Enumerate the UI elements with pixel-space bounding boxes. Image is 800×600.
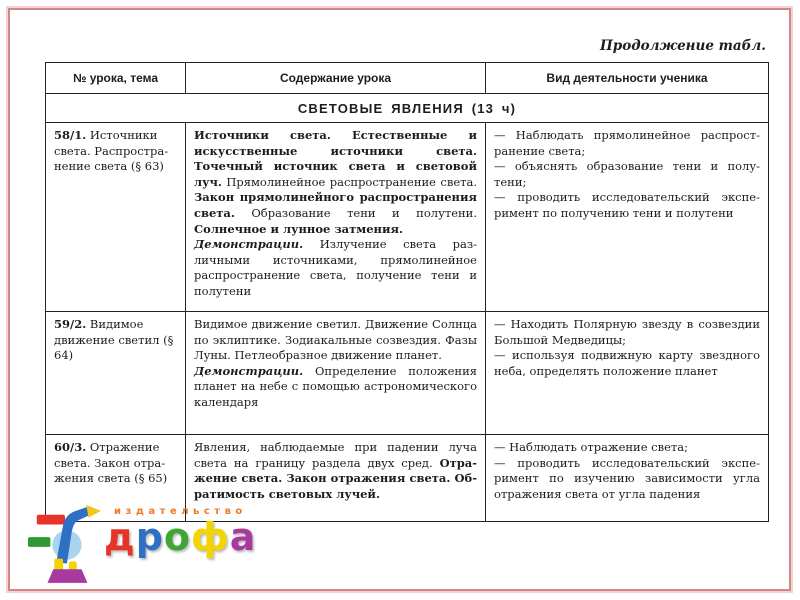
publisher-label: издательство xyxy=(114,506,247,517)
activity-cell: — Находить Полярную звезду в созвездии Большой Медведицы; — используя подвижную карту звездного неба, определять положение планет xyxy=(486,312,769,435)
table-row xyxy=(46,312,769,435)
table-header-row xyxy=(46,63,769,94)
brand-letter: о xyxy=(163,515,192,559)
column-header-lesson: № урока, тема xyxy=(46,63,186,94)
section-title: СВЕТОВЫЕ ЯВЛЕНИЯ (13 ч) xyxy=(46,94,769,123)
logo-text xyxy=(104,506,257,559)
content-cell: Явления, наблюдаемые при падении луча света на границу раздела двух сред. Отражение света. Закон отражения света. Обратимость световых лучей. xyxy=(186,435,486,522)
column-header-activity: Вид деятельности ученика xyxy=(486,63,769,94)
table-row xyxy=(46,123,769,312)
activity-cell: — Наблюдать прямолинейное распространение света; — объяснять образование тени и полутени; — проводить исследовательский эксперимент по получению тени и полутени xyxy=(486,123,769,312)
column-header-content: Содержание урока xyxy=(186,63,486,94)
lesson-cell: 60/3. Отражение света. Закон отражения света (§ 65) xyxy=(46,435,186,522)
table-continuation-note: Продолжение табл. xyxy=(600,38,766,54)
lesson-cell: 58/1. Источники света. Распространение света (§ 63) xyxy=(46,123,186,312)
drofa-bird-icon xyxy=(28,502,102,584)
section-row xyxy=(46,94,769,123)
activity-cell: — Наблюдать отражение света; — проводить исследовательский эксперимент по изучению зависимости угла отражения света от угла падения xyxy=(486,435,769,522)
brand-letter: а xyxy=(229,515,257,559)
content-cell: Источники света. Естественные и искусственные источники света. Точечный источник света и световой луч. Прямолинейное распространение света. Закон прямолинейного распространения света. Образование тени и полутени. Солнечное и лунное затмения. Демонстрации. Излучение света различными источниками, прямолинейное распространение света, получение тени и полутени xyxy=(186,123,486,312)
brand-name xyxy=(104,515,257,559)
lesson-cell: 59/2. Видимое движение светил (§ 64) xyxy=(46,312,186,435)
content-cell: Видимое движение светил. Движение Солнца по эклиптике. Зодиакальные созвездия. Фазы Луны. Петлеобразное движение планет. Демонстрации. Определение положения планет на небе с помощью астрономического календаря xyxy=(186,312,486,435)
drofa-logo xyxy=(28,500,258,585)
brand-letter: р xyxy=(135,515,164,559)
brand-letter: д xyxy=(104,515,136,559)
brand-letter: ф xyxy=(191,515,230,559)
lesson-plan-table xyxy=(45,62,769,522)
